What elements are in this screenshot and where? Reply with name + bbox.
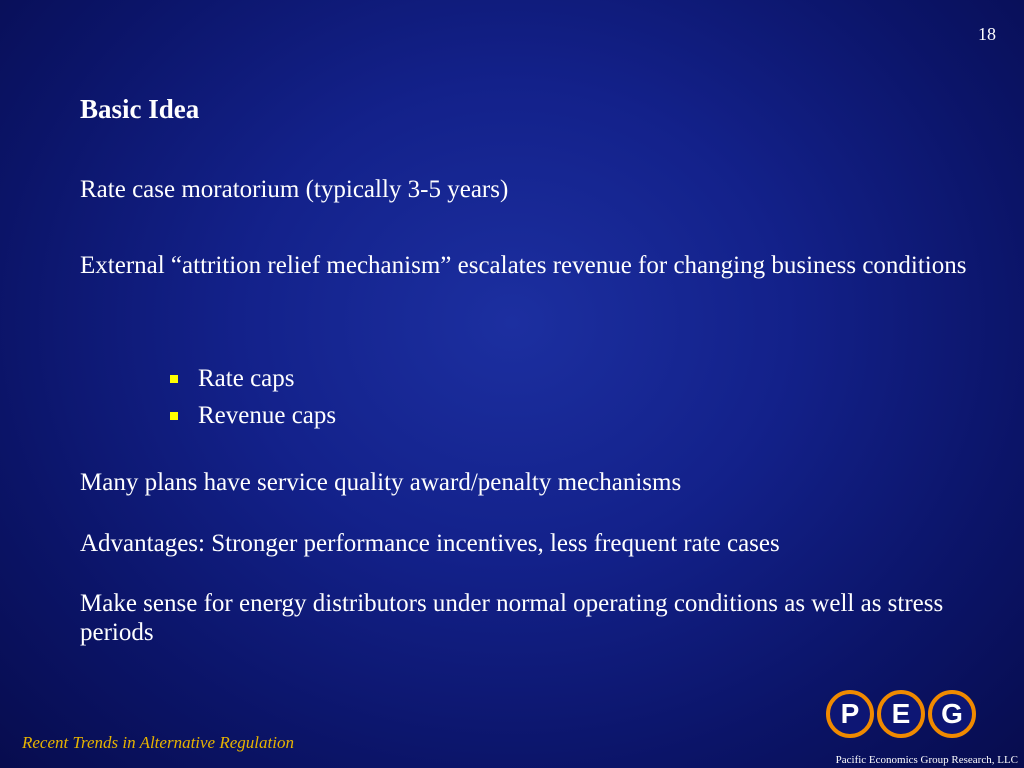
paragraph-advantages: Advantages: Stronger performance incentives, less frequent rate cases <box>80 530 780 557</box>
paragraph-attrition-relief: External “attrition relief mechanism” escalates revenue for changing business conditions <box>80 252 967 279</box>
peg-logo <box>826 690 979 738</box>
list-item <box>170 397 336 434</box>
square-bullet-icon <box>170 375 178 383</box>
slide-number: 18 <box>978 24 996 44</box>
presentation-title: Recent Trends in Alternative Regulation <box>22 733 294 752</box>
logo-letter: G <box>928 690 976 738</box>
logo-letter: P <box>826 690 874 738</box>
bullet-text: Rate caps <box>198 365 295 392</box>
company-name: Pacific Economics Group Research, LLC <box>835 754 1018 766</box>
paragraph-make-sense: Make sense for energy distributors under normal operating conditions as well as stress periods <box>80 590 944 646</box>
logo-letter: E <box>877 690 925 738</box>
square-bullet-icon <box>170 412 178 420</box>
bullet-text: Revenue caps <box>198 402 337 429</box>
paragraph-rate-case-moratorium: Rate case moratorium (typically 3-5 years) <box>80 176 509 203</box>
list-item <box>170 360 336 397</box>
paragraph-service-quality: Many plans have service quality award/penalty mechanisms <box>80 469 682 496</box>
slide-title: Basic Idea <box>80 94 200 124</box>
bullet-list <box>170 360 336 434</box>
